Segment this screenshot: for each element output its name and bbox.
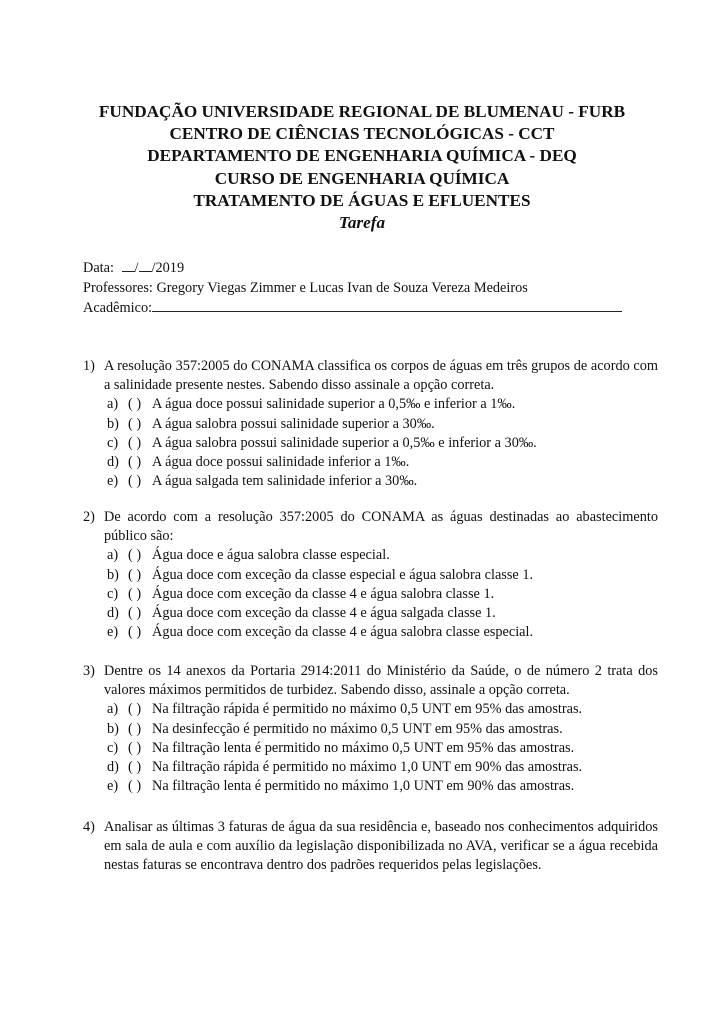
answer-checkbox[interactable]: ( ) [128, 434, 142, 451]
answer-checkbox[interactable]: ( ) [128, 415, 142, 432]
question-text: Analisar as últimas 3 faturas de água da sua residência e, baseado nos conhecimentos adquiridos em sala de aula e com auxílio da legislação disponibilizada no AVA, verificar se a água recebida nestas faturas se encontrava dentro dos padrões requeridos pelas legislações. [104, 819, 658, 874]
option-text: Na filtração rápida é permitido no máximo 1,0 UNT em 90% das amostras. [152, 759, 583, 776]
option-text: A água doce possui salinidade inferior a 1‰. [152, 454, 410, 471]
option-a [107, 700, 658, 719]
option-text: Água doce com exceção da classe 4 e água salobra classe especial. [152, 624, 534, 641]
document-title: Tarefa [338, 213, 386, 233]
option-text: Água doce com exceção da classe 4 e água salgada classe 1. [152, 605, 496, 622]
question-stem [83, 818, 658, 876]
answer-checkbox[interactable]: ( ) [128, 720, 142, 737]
option-text: A água salobra possui salinidade superior a 0,5‰ e inferior a 30‰. [152, 434, 537, 451]
student-label: Acadêmico: [83, 300, 153, 316]
option-e [107, 623, 658, 642]
date-label: Data: [83, 260, 114, 276]
option-text: A água doce possui salinidade superior a 0,5‰ e inferior a 1‰. [152, 396, 516, 413]
option-letter: b) [107, 720, 119, 737]
option-text: Na filtração rápida é permitido no máximo 0,5 UNT em 95% das amostras. [152, 701, 583, 718]
center-name: CENTRO DE CIÊNCIAS TECNOLÓGICAS - CCT [169, 124, 555, 144]
option-letter: a) [107, 701, 119, 718]
student-name-field[interactable] [152, 298, 622, 312]
option-c [107, 739, 658, 758]
professors-row [83, 278, 622, 298]
option-letter: d) [107, 759, 119, 776]
option-text: Na desinfecção é permitido no máximo 0,5 UNT em 95% das amostras. [152, 720, 563, 737]
answer-checkbox[interactable]: ( ) [128, 547, 142, 564]
answer-checkbox[interactable]: ( ) [128, 759, 142, 776]
option-letter: c) [107, 434, 119, 451]
date-year: /2019 [151, 260, 185, 276]
option-a [107, 395, 658, 414]
option-e [107, 472, 658, 491]
option-d [107, 453, 658, 472]
question-2 [83, 508, 658, 642]
date-day-blank[interactable] [122, 259, 135, 272]
option-text: A água salgada tem salinidade inferior a 30‰. [152, 473, 418, 490]
answer-checkbox[interactable]: ( ) [128, 739, 142, 756]
date-separator: / [134, 260, 139, 276]
professors-label: Professores: [83, 280, 153, 296]
option-a [107, 546, 658, 565]
option-text: Água doce com exceção da classe 4 e água salobra classe 1. [152, 585, 495, 602]
option-letter: d) [107, 605, 119, 622]
option-b [107, 720, 658, 739]
question-number: 4) [83, 819, 95, 835]
option-d [107, 604, 658, 623]
answer-checkbox[interactable]: ( ) [128, 701, 142, 718]
option-text: Água doce e água salobra classe especial. [152, 547, 390, 564]
option-text: Água doce com exceção da classe especial e água salobra classe 1. [152, 566, 534, 583]
answer-checkbox[interactable]: ( ) [128, 454, 142, 471]
option-text: A água salobra possui salinidade superior a 30‰. [152, 415, 435, 432]
course-name: CURSO DE ENGENHARIA QUÍMICA [214, 168, 510, 188]
option-letter: e) [107, 624, 119, 641]
document-header [0, 101, 724, 234]
option-c [107, 585, 658, 604]
option-letter: c) [107, 585, 119, 602]
option-b [107, 415, 658, 434]
option-list [104, 546, 658, 642]
option-list [104, 395, 658, 491]
option-letter: b) [107, 415, 119, 432]
department-name: DEPARTAMENTO DE ENGENHARIA QUÍMICA - DEQ [147, 146, 577, 166]
question-number: 3) [83, 663, 95, 679]
option-letter: e) [107, 473, 119, 490]
date-row [83, 258, 622, 278]
option-text: Na filtração lenta é permitido no máximo 1,0 UNT em 90% das amostras. [152, 778, 575, 795]
question-stem [83, 357, 658, 395]
question-3 [83, 662, 658, 796]
option-list [104, 700, 658, 796]
question-1 [83, 357, 658, 491]
option-letter: a) [107, 396, 119, 413]
question-4 [83, 818, 658, 876]
answer-checkbox[interactable]: ( ) [128, 605, 142, 622]
question-number: 1) [83, 358, 95, 374]
option-letter: d) [107, 454, 119, 471]
answer-checkbox[interactable]: ( ) [128, 396, 142, 413]
option-letter: e) [107, 778, 119, 795]
option-b [107, 566, 658, 585]
professors-value: Gregory Viegas Zimmer e Lucas Ivan de Souza Vereza Medeiros [156, 280, 528, 296]
option-letter: a) [107, 547, 119, 564]
option-e [107, 777, 658, 796]
institution-name: FUNDAÇÃO UNIVERSIDADE REGIONAL DE BLUMENAU - FURB [98, 102, 626, 121]
answer-checkbox[interactable]: ( ) [128, 473, 142, 490]
document-meta [83, 258, 622, 318]
answer-checkbox[interactable]: ( ) [128, 778, 142, 795]
question-stem [83, 662, 658, 700]
option-letter: b) [107, 566, 119, 583]
question-text: De acordo com a resolução 357:2005 do CONAMA as águas destinadas ao abastecimento público são: [104, 509, 658, 545]
question-number: 2) [83, 509, 95, 525]
question-text: Dentre os 14 anexos da Portaria 2914:2011 do Ministério da Saúde, o de número 2 trata dos valores máximos permitidos de turbidez. Sabendo disso, assinale a opção correta. [104, 663, 658, 699]
student-row [83, 298, 622, 318]
question-stem [83, 508, 658, 546]
answer-checkbox[interactable]: ( ) [128, 585, 142, 602]
option-c [107, 434, 658, 453]
subject-name: TRATAMENTO DE ÁGUAS E EFLUENTES [193, 190, 531, 210]
option-d [107, 758, 658, 777]
option-letter: c) [107, 739, 119, 756]
question-text: A resolução 357:2005 do CONAMA classifica os corpos de águas em três grupos de acordo com a salinidade presente nestes. Sabendo disso assinale a opção correta. [104, 358, 658, 394]
answer-checkbox[interactable]: ( ) [128, 566, 142, 583]
date-month-blank[interactable] [139, 259, 152, 272]
answer-checkbox[interactable]: ( ) [128, 624, 142, 641]
option-text: Na filtração lenta é permitido no máximo 0,5 UNT em 95% das amostras. [152, 739, 575, 756]
